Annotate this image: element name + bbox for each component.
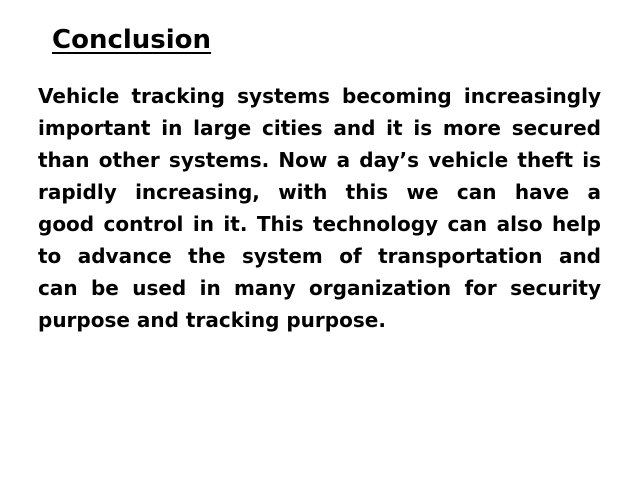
body-line: rapidly increasing, with this we can have a <box>38 180 601 204</box>
slide-body <box>38 80 601 336</box>
body-line: than other systems. Now a day’s vehicle theft is <box>38 148 601 172</box>
body-line: Vehicle tracking systems becoming increasingly <box>38 84 601 108</box>
body-line: important in large cities and it is more secured <box>38 116 601 140</box>
body-line: purpose and tracking purpose. <box>38 308 386 332</box>
slide-title: Conclusion <box>52 25 212 55</box>
body-line: good control in it. This technology can also help <box>38 212 601 236</box>
body-line: can be used in many organization for security <box>38 276 601 300</box>
body-line: to advance the system of transportation and <box>38 244 601 268</box>
